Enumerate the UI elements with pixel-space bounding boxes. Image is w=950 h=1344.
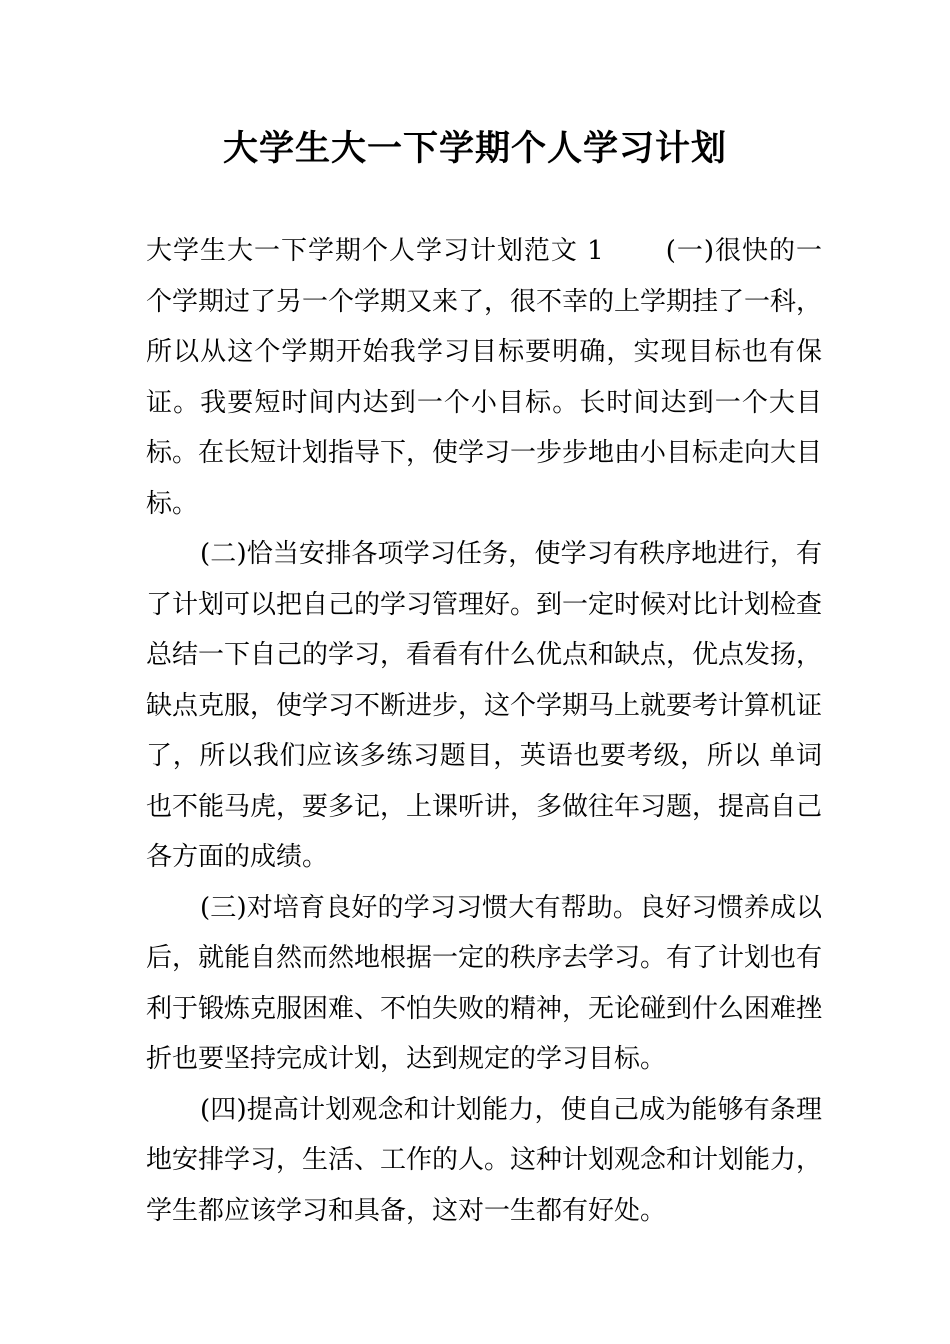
paragraph-1-text: (一)很快的一个学期过了另一个学期又来了，很不幸的上学期挂了一科，所以从这个学期开始我学习目标要明确，实现目标也有保证。我要短时间内达到一个小目标。长时间达到一个大目标。在长短计划指导下，使学习一步步地由小目标走向大目标。 [146, 236, 823, 519]
paragraph-2: (二)恰当安排各项学习任务，使学习有秩序地进行，有了计划可以把自己的学习管理好。到一定时候对比计划检查总结一下自己的学习，看看有什么优点和缺点，优点发扬，缺点克服，使学习不断进步，这个学期马上就要考计算机证了，所以我们应该多练习题目，英语也要考级，所以 单词也不能马虎，要多记，上课听讲，多做往年习题，提高自己各方面的成绩。 [146, 539, 823, 872]
intro-label: 大学生大一下学期个人学习计划范文 1 [146, 236, 604, 266]
document-body [146, 226, 822, 1236]
paragraph-1 [146, 226, 822, 529]
paragraph-3: (三)对培育良好的学习习惯大有帮助。良好习惯养成以后，就能自然而然地根据一定的秩序去学习。有了计划也有利于锻炼克服困难、不怕失败的精神，无论碰到什么困难挫折也要坚持完成计划，达到规定的学习目标。 [146, 892, 823, 1074]
page-title: 大学生大一下学期个人学习计划 [222, 129, 727, 169]
paragraph-4: (四)提高计划观念和计划能力，使自己成为能够有条理地安排学习，生活、工作的人。这种计划观念和计划能力，学生都应该学习和具备，这对一生都有好处。 [146, 1094, 823, 1226]
